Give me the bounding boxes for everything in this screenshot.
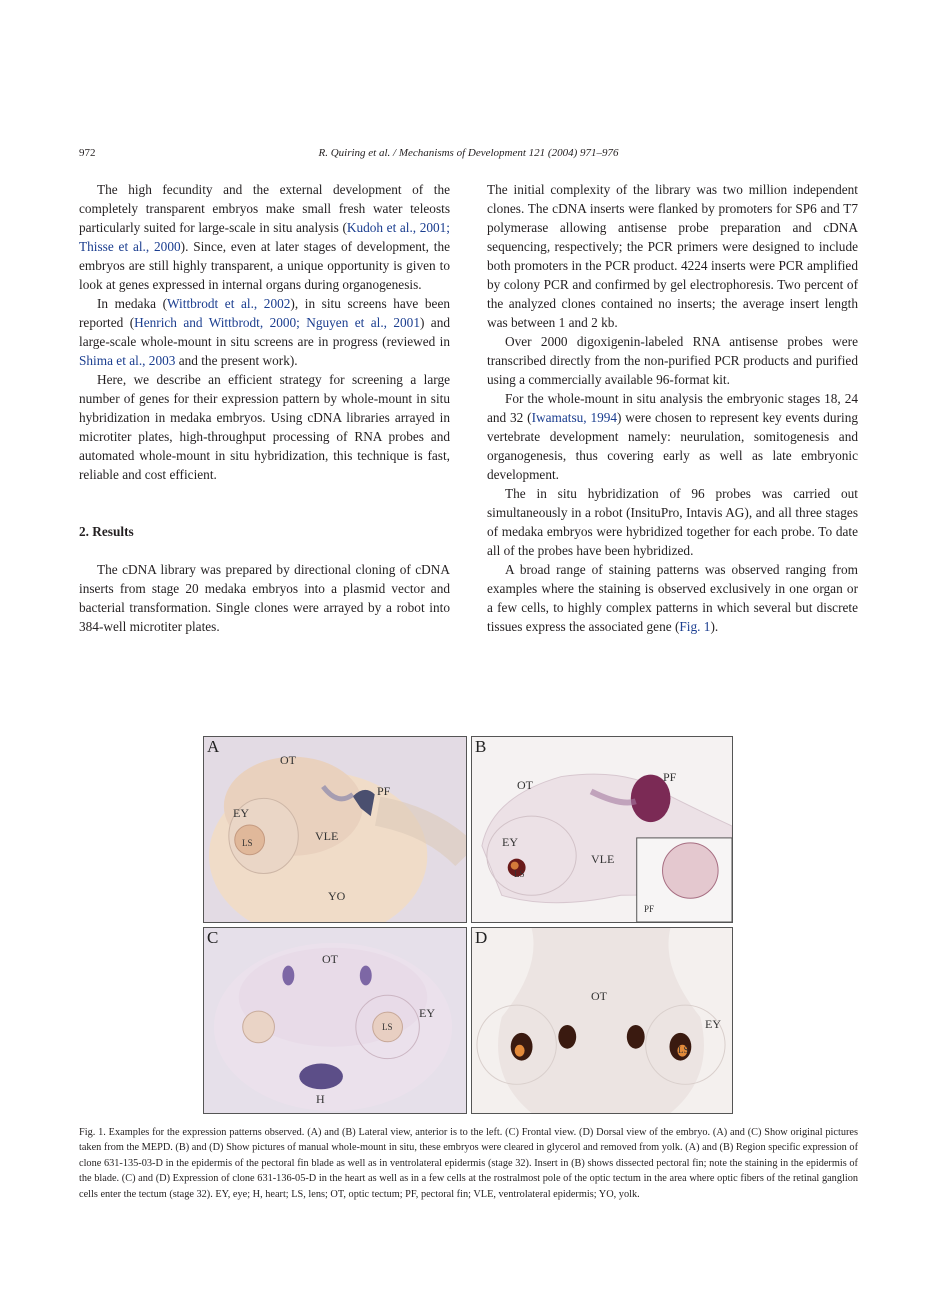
figure-link[interactable]: Fig. 1 (679, 619, 711, 634)
label-inset-pf: PF (644, 904, 655, 914)
paragraph: The in situ hybridization of 96 probes was carried out simultaneously in a robot (InsituPro, Intavis AG), and all three stages of medaka embryos were hybridized together for each probe. To date all of the probes have been hybridized. (487, 486, 858, 558)
label-ey: EY (705, 1017, 721, 1031)
label-vle: VLE (315, 829, 339, 843)
label-yo: YO (328, 889, 346, 903)
panel-letter: C (207, 928, 219, 947)
paragraph: For the whole-mount in situ analysis the embryonic stages 18, 24 and 32 (Iwamatsu, 1994) were chosen to represent key events during vertebrate development namely: neurulation, somitogenesis and organogenesis, thus covering early as well as late embryonic development. (487, 391, 858, 482)
label-ot: OT (517, 778, 533, 792)
figure-1 (203, 736, 733, 1114)
citation-link[interactable]: Kudoh et al., 2001; Thisse et al., 2000 (79, 220, 450, 254)
embryo-image-b (472, 737, 732, 922)
panel-letter: A (207, 737, 220, 756)
page-number: 972 (79, 147, 96, 159)
citation-link[interactable]: Henrich and Wittbrodt, 2000; Nguyen et al., 2001 (134, 315, 420, 330)
journal-citation: R. Quiring et al. / Mechanisms of Development 121 (2004) 971–976 (318, 147, 619, 159)
figure-panel-c (203, 927, 467, 1114)
section-heading: 2. Results (79, 524, 134, 539)
right-column (487, 180, 858, 636)
label-h: H (316, 1092, 325, 1106)
label-vle: VLE (591, 852, 615, 866)
paragraph: Over 2000 digoxigenin-labeled RNA antisense probes were transcribed directly from the non-purified PCR products and purified using a commercially available 96-format kit. (487, 334, 858, 387)
label-pf: PF (663, 770, 677, 784)
label-ls: LS (514, 869, 525, 879)
label-ot: OT (322, 952, 338, 966)
label-ot: OT (280, 753, 296, 767)
figure-panel-d (471, 927, 733, 1114)
label-pf: PF (377, 784, 391, 798)
figure-caption: Fig. 1. Examples for the expression patterns observed. (A) and (B) Lateral view, anterior is to the left. (C) Frontal view. (D) Dorsal view of the embryo. (A) and (C) Show original pictures taken from the MEPD. (B) and (D) Show pictures of manual whole-mount in situ, these embryos were cleared in glycerol and removed from yolk. (A) and (B) Region specific expression of clone 631-135-03-D in the epidermis of the pectoral fin blade as well as in ventrolateral epidermis (stage 32). Insert in (B) shows dissected pectoral fin; note the staining in the epidermis of the blade. (C) and (D) Expression of clone 631-136-05-D in the heart as well as in a few cells at the rostralmost pole of the optic tectum in the area where optic fibers of the retinal ganglion cells enter the tectum (stage 32). EY, eye; H, heart; LS, lens; OT, optic tectum; PF, pectoral fin; VLE, ventrolateral epidermis; YO, yolk. (79, 1127, 858, 1200)
figure-panel-a (203, 736, 467, 923)
figure-panel-b (471, 736, 733, 923)
paragraph: A broad range of staining patterns was observed ranging from examples where the staining is observed exclusively in one organ or a few cells, to highly complex patterns in which several but discrete tissues express the associated gene (Fig. 1). (487, 562, 858, 634)
left-column (79, 180, 450, 636)
citation-link[interactable]: Iwamatsu, 1994 (531, 410, 618, 425)
paragraph: Here, we describe an efficient strategy for screening a large number of genes for their expression pattern by whole-mount in situ hybridization in medaka embryos. Using cDNA libraries arrayed in microtiter plates, high-throughput processing of RNA probes and automated whole-mount in situ hybridization, this technique is fast, reliable and cost efficient. (79, 372, 450, 482)
label-ls: LS (242, 838, 253, 848)
paragraph: The cDNA library was prepared by directional cloning of cDNA inserts from stage 20 medaka embryos into a plasmid vector and bacterial transformation. Single clones were arrayed by a robot into 384-well microtiter plates. (79, 562, 450, 634)
label-ey: EY (502, 835, 518, 849)
panel-letter: B (475, 737, 487, 756)
label-ey: EY (233, 806, 249, 820)
label-ey: EY (419, 1006, 435, 1020)
label-ls: LS (678, 1045, 689, 1055)
paragraph: In medaka (Wittbrodt et al., 2002), in situ screens have been reported (Henrich and Wittbrodt, 2000; Nguyen et al., 2001) and large-scale whole-mount in situ screens are in progress (reviewed in Shima et al., 2003 and the present work). (79, 296, 450, 368)
citation-link[interactable]: Wittbrodt et al., 2002 (167, 296, 291, 311)
embryo-image-d (472, 928, 732, 1113)
panel-letter: D (475, 928, 488, 947)
label-ls: LS (382, 1022, 393, 1032)
paragraph: The high fecundity and the external development of the completely transparent embryos make small fresh water teleosts particularly suited for large-scale in situ analysis (Kudoh et al., 2001; Thisse et al., 2000). Since, even at later stages of development, the embryos are still highly transparent, a unique opportunity is given to look at genes expressed in internal organs during organogenesis. (79, 182, 450, 292)
citation-link[interactable]: Shima et al., 2003 (79, 353, 176, 368)
label-ot: OT (591, 989, 607, 1003)
paragraph: The initial complexity of the library was two million independent clones. The cDNA inserts were flanked by promoters for SP6 and T7 polymerase allowing antisense probe preparation and cDNA sequencing, respectively; the PCR primers were designed to include both promoters in the PCR product. 4224 inserts were PCR amplified by colony PCR and confirmed by gel electrophoresis. Two percent of the analyzed clones contained no inserts; the average insert length was between 1 and 2 kb. (487, 182, 858, 330)
